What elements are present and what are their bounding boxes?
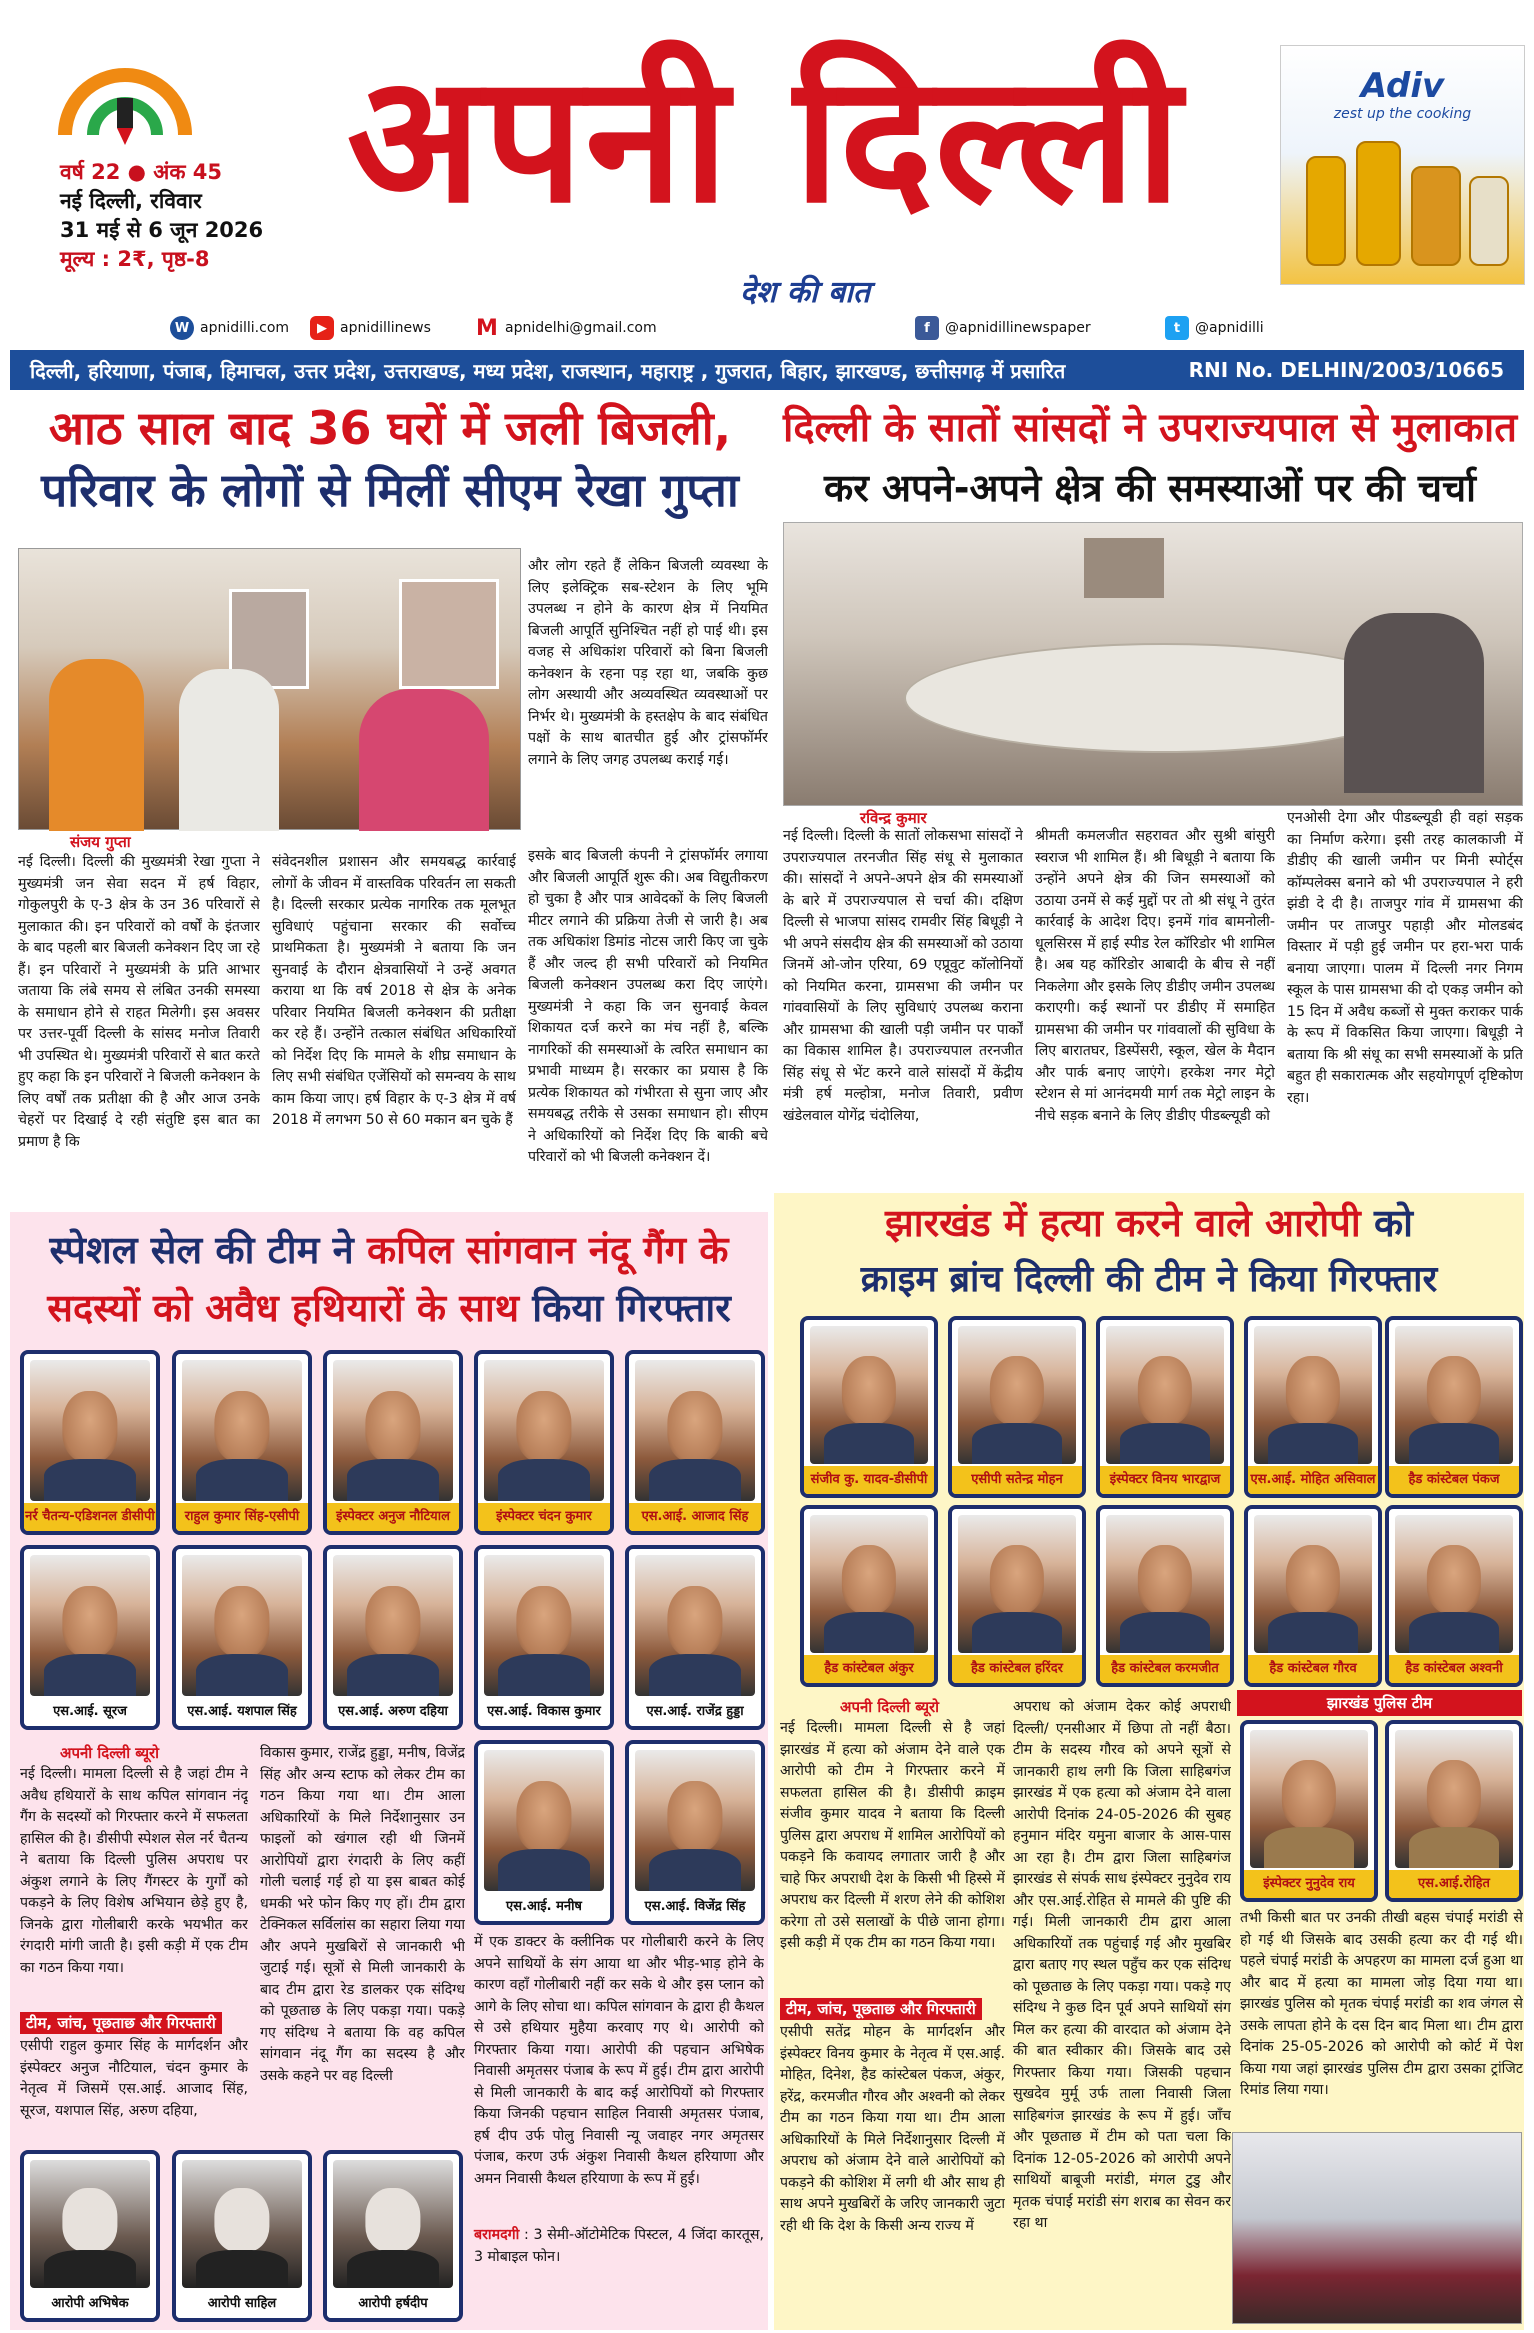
officer-card bbox=[625, 1740, 765, 1925]
officer-name: एस.आई. विकास कुमार bbox=[478, 1698, 610, 1726]
story1-column-c-top: और लोग रहते हैं लेकिन बिजली व्यवस्था के लिए इलेक्ट्रिक सब-स्टेशन के लिए भूमि उपलब्ध न होने के कारण क्षेत्र में नियमित बिजली आपूर्ति सुनिश्चित नहीं हो पाई थी। इस वजह से अधिकांश परिवारों को बिना बिजली कनेक्शन के रहना पड़ रहा था, जबकि कुछ लोग अस्थायी और अव्यवस्थित व्यवस्थाओं पर निर्भर थे। मुख्यमंत्री के हस्तक्षेप के बाद संबंधित पक्षों के साथ बातचीत हुई और ट्रांसफॉर्मर लगाने के लिए जगह उपलब्ध कराई गई। bbox=[528, 558, 768, 768]
story2-column-b: श्रीमती कमलजीत सहरावत और सुश्री बांसुरी स्वराज भी शामिल हैं। श्री बिधूड़ी ने बताया कि उन्होंने अपने क्षेत्र की जिन समस्याओं को उठाया उनमें से कई मुद्दों पर तो श्री संधू ने तुरंत कार्रवाई के आदेश दिए। इनमें गांव बामनोली-धूलसिरस में हाई स्पीड रेल कॉरिडोर भी शामिल है। अब यह कॉरिडोर आबादी के बीच से नहीं निकलेगा और इसके लिए डीडीए जमीन उपलब्ध कराएगी। कई स्थानों पर डीडीए में समाहित ग्रामसभा की जमीन पर गांववालों की सुविधा के लिए बारातघर, डिस्पेंसरी, स्कूल, खेल के मैदान और पार्क बनाए जाएंगे। हरकेश नगर मेट्रो स्टेशन से मां आनंदमयी मार्ग तक मेट्रो लाइन के नीचे सड़क बनाने के लिए डीडीए पीडब्ल्यूडी को bbox=[1035, 828, 1275, 1124]
twitter-icon: t bbox=[1165, 316, 1189, 340]
officer-card bbox=[172, 1350, 312, 1535]
email-link[interactable] bbox=[475, 313, 657, 343]
officer-name: हैड कांस्टेबल गौरव bbox=[1248, 1655, 1378, 1683]
edition-place-day: नई दिल्ली, रविवार bbox=[60, 189, 202, 213]
ad-brand: Adiv bbox=[1360, 66, 1445, 106]
officer-name: हैड कांस्टेबल अंकुर bbox=[804, 1655, 934, 1683]
oil-bottle-icon bbox=[1306, 156, 1346, 266]
wall-logo bbox=[1084, 538, 1164, 598]
story3-column-a2: एसीपी राहुल कुमार सिंह के मार्गदर्शन और इंस्पेक्टर अनुज नौटियाल, चंदन कुमार के नेतृत्व में जिसमें एस.आई. आजाद सिंह, सूरज, यशपाल सिंह, अरुण दहिया, bbox=[20, 2038, 248, 2119]
headline-part: सदस्यों को अवैध हथियारों के साथ bbox=[47, 1286, 520, 1330]
story4-headline-line1 bbox=[778, 1195, 1520, 1251]
officer-name: एस.आई. विजेंद्र सिंह bbox=[629, 1893, 761, 1921]
officer-name: इंस्पेक्टर चंदन कुमार bbox=[478, 1503, 610, 1531]
jharkhand-team-label: झारखंड पुलिस टीम bbox=[1237, 1690, 1522, 1716]
officer-name: इंस्पेक्टर अनुज नौटियाल bbox=[327, 1503, 459, 1531]
officer-name: नर्र चैतन्य-एडिशनल डीसीपी bbox=[24, 1503, 156, 1531]
story2-column-c: एनओसी देगा और पीडब्ल्यूडी ही वहां सड़क का निर्माण करेगा। इसी तरह कालकाजी में डीडीए की खाली जमीन पर मिनी स्पोर्ट्स कॉम्पलेक्स बनाने को भी उपराज्यपाल ने हरी झंडी दे दी है। ताजपुर गांव में ग्रामसभा की जमीन पर ताजपुर पहाड़ी और मोलडबंद विस्तार में पड़ी हुई जमीन पर हरा-भरा पार्क बनाया जाएगा। पालम में दिल्ली नगर निगम स्कूल के पास ग्रामसभा की दो एकड़ जमीन को 15 दिन में अवैध कब्जों से मुक्त कराकर पार्क के रूप में विकसित किया जाएगा। बिधूड़ी ने बताया कि श्री संधू का सभी समस्याओं के प्रति बहुत ही सकारात्मक और सहयोगपूर्ण दृष्टिकोण रहा। bbox=[1287, 810, 1523, 1106]
story4-column-a: नई दिल्ली। मामला दिल्ली से है जहां झारखंड में हत्या को अंजाम देने वाले एक आरोपी को टीम ने गिरफ्तार करने में सफलता हासिल की है। डीसीपी क्राइम संजीव कुमार यादव ने बताया कि दिल्ली पुलिस द्वारा अपराध में शामिल आरोपियों को पकड़ने कि कवायद लगातार जारी है और चाहे फिर अपराधी देश के किसी भी हिस्से में अपराध कर दिल्ली में शरण लेने की कोशिश करेगा तो उसे सलाखों के पीछे जाना होगा। इसी कड़ी में एक टीम का गठन किया गया। bbox=[780, 1720, 1005, 1951]
story4-byline: अपनी दिल्ली ब्यूरो bbox=[840, 1698, 940, 1716]
circulation-states: दिल्ली, हरियाणा, पंजाब, हिमाचल, उत्तर प्रदेश, उत्तराखण्ड, मध्य प्रदेश, राजस्थान, महाराष्ट्र , गुजरात, बिहार, झारखण्ड, छत्तीसगढ़ में प्रसारित bbox=[30, 358, 1066, 383]
youtube-label: apnidillinews bbox=[340, 320, 431, 336]
issue-info bbox=[60, 158, 280, 274]
officer-card bbox=[323, 1545, 463, 1730]
rni-number: RNI No. DELHIN/2003/10665 bbox=[1188, 358, 1504, 382]
officer-card bbox=[474, 1545, 614, 1730]
officer-card bbox=[1385, 1505, 1523, 1687]
officer-name: इंस्पेक्टर विनय भारद्वाज bbox=[1100, 1466, 1230, 1494]
story1-column-a: नई दिल्ली। दिल्ली की मुख्यमंत्री रेखा गुप्ता ने मुख्यमंत्री जन सेवा सदन में हर्ष विहार, गोकुलपुरी के ए-3 क्षेत्र के उन 36 परिवारों से मुलाकात की। इन परिवारों को वर्षों के इंतजार के बाद पहली बार बिजली कनेक्शन दिए जा रहे हैं। इन परिवारों ने मुख्यमंत्री के प्रति आभार जताया कि लंबे समय से लंबित उनकी समस्या के समाधान होने से राहत मिलेगी। इस अवसर पर उत्तर-पूर्वी दिल्ली के सांसद मनोज तिवारी भी उपस्थित थे। मुख्यमंत्री परिवारों से बात करते हुए कहा कि इन परिवारों ने बिजली कनेक्शन के लिए वर्षों तक प्रतीक्षा की है और आज उनके चेहरों पर दिखाई दे रही संतुष्टि इस बात का प्रमाण है कि bbox=[18, 854, 260, 1150]
social-links bbox=[0, 313, 1534, 343]
story3-column-c: में एक डाक्टर के क्लीनिक पर गोलीबारी करने के लिए अपने साथियों के संग आया था और भीड़-भाड़ होने के कारण वहाँ गोलीबारी नहीं कर सके थे और इस प्लान को आगे के लिए सोचा था। कपिल सांगवान के द्वारा ही कैथल से उसे हथियार मुहैया करवाए गए थे। आरोपी को गिरफ्तार किया गया। आरोपी की पहचान अभिषेक निवासी अमृतसर पंजाब के रूप में हुई। टीम द्वारा आरोपी से मिली जानकारी के बाद कई आरोपियों को गिरफ्तार किया जिनकी पहचान साहिल निवासी अमृतसर पंजाब, हर्ष दीप उर्फ पोलु निवासी न्यू जवाहर नगर अमृतसर पंजाब, करण उर्फ अंकुश निवासी कैथल हरियाणा और अमन निवासी कैथल हरियाणा के रूप में हुई। bbox=[474, 1934, 764, 2187]
officer-name: एस.आई. मनीष bbox=[478, 1893, 610, 1921]
story4-headline-line2: क्राइम ब्रांच दिल्ली की टीम ने किया गिरफ्तार bbox=[860, 1259, 1438, 1300]
officer-card bbox=[948, 1316, 1086, 1498]
officer-name: एस.आई.रोहित bbox=[1389, 1870, 1519, 1898]
circulation-bar bbox=[10, 350, 1524, 390]
tagline: देश की बात bbox=[740, 275, 871, 310]
officer-card bbox=[800, 1505, 938, 1687]
officer-name: एस.आई. आजाद सिंह bbox=[629, 1503, 761, 1531]
advertisement[interactable] bbox=[1280, 45, 1525, 285]
headline-part: किया गिरफ्तार bbox=[532, 1286, 731, 1330]
globe-icon: W bbox=[170, 316, 194, 340]
officer-card bbox=[625, 1350, 765, 1535]
officer-name: हैड कांस्टेबल हरिंदर bbox=[952, 1655, 1082, 1683]
person-figure bbox=[179, 669, 279, 831]
story2-column-a: नई दिल्ली। दिल्ली के सातों लोकसभा सांसदों ने उपराज्यपाल तरनजीत सिंह संधू से मुलाकात की। सांसदों ने अपने-अपने क्षेत्र की समस्याओं के बारे में उपराज्यपाल से चर्चा की। दक्षिण दिल्ली से भाजपा सांसद रामवीर सिंह बिधूड़ी ने भी अपने संसदीय क्षेत्र की समस्याओं को उठाया जिनमें ओ-जोन एरिया, 69 एप्रूवुट कॉलोनियों को नियमित करना, ग्रामसभा की जमीन पर गांववासियों के लिए सुविधाएं उपलब्ध कराना और ग्रामसभा की खाली पड़ी जमीन पर पार्कों का विकास शामिल है। उपराज्यपाल तरनजीत सिंह संधू से भेंट करने वाले सांसदों में केंद्रीय मंत्री हर्ष मल्होत्रा, मनोज तिवारी, प्रवीण खंडेलवाल योगेंद्र चंदोलिया, bbox=[783, 828, 1023, 1124]
headline-part: स्पेशल सेल की टीम ने bbox=[49, 1228, 354, 1272]
story1-column-b: संवेदनशील प्रशासन और समयबद्ध कार्रवाई लोगों के जीवन में वास्तविक परिवर्तन ला सकती है। दिल्ली सरकार प्रत्येक नागरिक तक मूलभूत सुविधाएं पहुंचाना सरकार की सर्वोच्च प्राथमिकता है। मुख्यमंत्री ने बताया कि जन सुनवाई के दौरान क्षेत्रवासियों ने उन्हें अवगत कराया था कि वर्ष 2018 से क्षेत्र के अनेक परिवार नियमित बिजली कनेक्शन की प्रतीक्षा कर रहे हैं। उन्होंने तत्काल संबंधित अधिकारियों को निर्देश दिए कि मामले के शीघ्र समाधान के लिए सभी संबंधित एजेंसियों को समन्वय के साथ काम किया जाए। हर्ष विहार के ए-3 क्षेत्र में वर्ष 2018 में लगभग 50 से 60 मकान बन चुके हैं bbox=[272, 854, 516, 1128]
story4-subhead: टीम, जांच, पूछताछ और गिरफ्तारी bbox=[780, 1998, 982, 2020]
story4-column-c: तभी किसी बात पर उनकी तीखी बहस चंपाई मरांडी से हो गई थी जिसके बाद उसकी हत्या कर दी गई थी। पहले चंपाई मरांडी के अपहरण का मामला दर्ज हुआ था और बाद में हत्या का मामला जोड़ दिया गया था। झारखंड पुलिस को मृतक चंपाई मरांडी का शव जंगल से उसके लापता होने के दस दिन बाद मिला था। टीम द्वारा दिनांक 25-05-2026 को आरोपी को कोर्ट में पेश किया गया जहां झारखंड पुलिस टीम द्वारा उसका ट्रांजिट रिमांड लिया गया। bbox=[1240, 1910, 1523, 2098]
facebook-label: @apnidillinewspaper bbox=[945, 320, 1091, 336]
officer-card bbox=[625, 1545, 765, 1730]
facebook-icon: f bbox=[915, 316, 939, 340]
email-label: apnidelhi@gmail.com bbox=[505, 320, 657, 336]
twitter-label: @apnidilli bbox=[1195, 320, 1264, 336]
facebook-link[interactable] bbox=[915, 313, 1091, 343]
ad-slogan: zest up the cooking bbox=[1333, 106, 1472, 122]
officer-card bbox=[948, 1505, 1086, 1687]
accused-card bbox=[20, 2150, 160, 2322]
story3-column-a: नई दिल्ली। मामला दिल्ली से है जहां टीम ने अवैध हथियारों के साथ कपिल सांगवान नंदू गैंग के सदस्यों को गिरफ्तार करने में सफलता हासिल की है। डीसीपी स्पेशल सेल नर्र चैतन्य ने बताया कि दिल्ली पुलिस अपराध पर अंकुश लगाने के लिए गैंगस्टर के गुर्गों को पकड़ने के लिए विशेष अभियान छेड़े हुए है, जिनके द्वारा गोलीबारी करके भयभीत कर रंगदारी मांगी जाती है। इसी कड़ी में एक टीम का गठन किया गया। bbox=[20, 1766, 248, 1976]
officer-name: एस.आई. सूरज bbox=[24, 1698, 156, 1726]
officer-name: एस.आई. मोहित असिवाल bbox=[1248, 1466, 1378, 1494]
story1-headline-line1: आठ साल बाद 36 घरों में जली बिजली, bbox=[48, 401, 732, 455]
officer-card bbox=[1244, 1316, 1382, 1498]
story1-column-c-bottom: इसके बाद बिजली कंपनी ने ट्रांसफॉर्मर लगाया और बिजली आपूर्ति शुरू की। अब विद्युतीकरण हो चुका है और पात्र आवेदकों के लिए बिजली मीटर लगाने की प्रक्रिया तेजी से जारी है। अब तक अधिकांश डिमांड नोटस जारी किए जा चुके हैं और जल्द ही सभी परिवारों को नियमित बिजली कनेक्शन उपलब्ध करा दिए जाएंगे। मुख्यमंत्री ने कहा कि जन सुनवाई केवल शिकायत दर्ज करने का मंच नहीं है, बल्कि नागरिकों की समस्याओं के त्वरित समाधान का प्रभावी माध्यम है। सरकार का प्रयास है कि प्रत्येक शिकायत को गंभीरता से सुना जाए और समयबद्ध तरीके से उसका समाधान हो। सीएम ने अधिकारियों को निर्देश दिए कि बाकी बचे परिवारों को भी बिजली कनेक्शन दें। bbox=[528, 848, 768, 1165]
officer-name: एसीपी सतेन्द्र मोहन bbox=[952, 1466, 1082, 1494]
recovery-text: : 3 सेमी-ऑटोमेटिक पिस्टल, 4 जिंदा कारतूस, 3 मोबाइल फोन। bbox=[474, 2227, 764, 2265]
story3-column-b: विकास कुमार, राजेंद्र हुड्डा, मनीष, विजेंद्र सिंह और अन्य स्टाफ को लेकर टीम का गठन किया गया था। टीम आला अधिकारियों के मिले निर्देशानुसार उन फाइलों को खंगाल रही थी जिनमें आरोपियों द्वारा रंगदारी के लिए कहीं गोली चलाई गई हो या इस बाबत कोई धमकी भरे फोन किए गए हों। टीम द्वारा टेक्निकल सर्विलांस का सहारा लिया गया और अपने मुखबिरों से जानकारी भी जुटाई गई। सूत्रों से मिली जानकारी के बाद टीम द्वारा रेड डालकर एक संदिग्ध को पूछताछ के लिए पकड़ा गया। पकड़े गए संदिग्ध ने बताया कि वह कपिल सांगवान नंदू गैंग का सदस्य है और उसके कहने पर वह दिल्ली bbox=[260, 1745, 465, 2084]
officer-card bbox=[800, 1316, 938, 1498]
story4-column-b: अपराध को अंजाम देकर कोई अपराधी दिल्ली/ एनसीआर में छिपा तो नहीं बैठा। टीम के सदस्य गौरव को अपने सूत्रों से जानकारी हाथ लगी कि जिला साहिबगंज झारखंड में एक हत्या को अंजाम देने वाला आरोपी दिनांक 24-05-2026 की सुबह हनुमान मंदिर यमुना बाजार के आस-पास आ रहा है। टीम द्वारा जिला साहिबगंज झारखंड से संपर्क साध इंस्पेक्टर नुनुदेव राय और एस.आई.रोहित से मामले की पुष्टि की गई। मिली जानकारी टीम द्वारा आला अधिकारियों तक पहुंचाई गई और मुखबिर द्वारा बताए गए स्थल पहुँच कर एक संदिग्ध को पूछताछ के लिए पकड़ा गया। पकड़े गए संदिग्ध ने कुछ दिन पूर्व अपने साथियों संग मिल कर हत्या की वारदात को अंजाम देने की बात स्वीकार की। जिसके बाद उसे गिरफ्तार किया गया। जिसकी पहचान सुखदेव मुर्मू उर्फ ताला निवासी जिला साहिबगंज झारखंड के रूप में हुई। जाँच और पूछताछ में टीम को पता चला कि दिनांक 12-05-2026 को आरोपी अपने साथियों बाबूजी मरांडी, मंगल टुडु और मृतक चंपाई मरांडी संग शराब का सेवन कर रहा था bbox=[1013, 1699, 1231, 2231]
twitter-link[interactable] bbox=[1165, 313, 1264, 343]
officer-card bbox=[1244, 1505, 1382, 1687]
story3-byline: अपनी दिल्ली ब्यूरो bbox=[60, 1744, 160, 1762]
lg-meeting-photo bbox=[783, 522, 1523, 806]
story2-headline-line1: दिल्ली के सातों सांसदों ने उपराज्यपाल से मुलाकात bbox=[782, 405, 1518, 451]
price-pages: मूल्य : 2₹, पृष्ठ-8 bbox=[60, 247, 210, 271]
website-link[interactable] bbox=[170, 313, 289, 343]
arrest-group-photo bbox=[1232, 2132, 1522, 2324]
oil-pouch-icon bbox=[1469, 176, 1509, 266]
headline-part: को bbox=[1373, 1201, 1413, 1245]
person-figure bbox=[359, 689, 489, 831]
youtube-icon: ▶ bbox=[310, 316, 334, 340]
accused-card bbox=[323, 2150, 463, 2322]
newspaper-emblem-icon bbox=[55, 40, 195, 160]
story2-headline-line2: कर अपने-अपने क्षेत्र की समस्याओं पर की चर्चा bbox=[824, 466, 1476, 510]
officer-card bbox=[20, 1545, 160, 1730]
headline-part: कपिल सांगवान नंदू गैंग के bbox=[366, 1228, 729, 1272]
volume-issue: वर्ष 22 ● अंक 45 bbox=[60, 160, 223, 184]
website-label: apnidilli.com bbox=[200, 320, 290, 336]
story4-column-a2: एसीपी सतेंद्र मोहन के मार्गदर्शन और इंस्पेक्टर विनय कुमार के नेतृत्व में एस.आई. मोहित, दिनेश, हैड कांस्टेबल पंकज, अंकुर, हरेंद्र, करमजीत गौरव और अश्वनी को लेकर टीम का गठन किया गया था। टीम आला अधिकारियों के मिले निर्देशानुसार दिल्ली में अपराध को अंजाम देने वाले आरोपियों को पकड़ने की कोशिश में लगी थी और साथ ही साथ अपने मुखबिरों के जरिए जानकारी जुटा रही थी कि देश के किसी अन्य राज्य में bbox=[780, 2024, 1005, 2234]
officer-card bbox=[1385, 1316, 1523, 1498]
newspaper-title: अपनी दिल्ली bbox=[346, 37, 1184, 242]
mail-icon: M bbox=[476, 315, 498, 341]
officer-card bbox=[1096, 1505, 1234, 1687]
officer-card bbox=[474, 1350, 614, 1535]
officer-name: संजीव कु. यादव-डीसीपी bbox=[804, 1466, 934, 1494]
portrait-frame bbox=[399, 579, 499, 689]
story1-byline: संजय गुप्ता bbox=[70, 833, 131, 851]
story3-headline-line2 bbox=[14, 1280, 764, 1336]
officer-card bbox=[1240, 1720, 1378, 1902]
edition-dates: 31 मई से 6 जून 2026 bbox=[60, 218, 264, 242]
cm-meeting-photo bbox=[18, 548, 521, 830]
officer-card bbox=[474, 1740, 614, 1925]
officer-card bbox=[172, 1545, 312, 1730]
officer-name: इंस्पेक्टर नुनुदेव राय bbox=[1244, 1870, 1374, 1898]
headline-part: झारखंड में हत्या करने वाले आरोपी bbox=[885, 1201, 1361, 1245]
masthead bbox=[0, 0, 1534, 310]
recovery-label: बरामदगी bbox=[474, 2227, 520, 2243]
officer-card bbox=[20, 1350, 160, 1535]
officer-name: हैड कांस्टेबल करमजीत bbox=[1100, 1655, 1230, 1683]
story3-headline-line1 bbox=[14, 1222, 764, 1278]
story1-headline-line2: परिवार के लोगों से मिलीं सीएम रेखा गुप्ता bbox=[41, 463, 739, 517]
accused-name: आरोपी हर्षदीप bbox=[327, 2290, 459, 2318]
accused-name: आरोपी साहिल bbox=[176, 2290, 308, 2318]
accused-name: आरोपी अभिषेक bbox=[24, 2290, 156, 2318]
officer-card bbox=[323, 1350, 463, 1535]
officer-name: एस.आई. राजेंद्र हुड्डा bbox=[629, 1698, 761, 1726]
story3-subhead: टीम, जांच, पूछताछ और गिरफ्तारी bbox=[20, 2012, 222, 2034]
oil-bottle-icon bbox=[1356, 141, 1401, 266]
youtube-link[interactable] bbox=[310, 313, 431, 343]
officer-name: एस.आई. अरुण दहिया bbox=[327, 1698, 459, 1726]
person-figure bbox=[1344, 613, 1484, 793]
accused-card bbox=[172, 2150, 312, 2322]
person-figure bbox=[49, 659, 144, 831]
story3-recovery bbox=[474, 2225, 764, 2268]
officer-name: राहुल कुमार सिंह-एसीपी bbox=[176, 1503, 308, 1531]
officer-card bbox=[1385, 1720, 1523, 1902]
officer-name: हैड कांस्टेबल अश्वनी bbox=[1389, 1655, 1519, 1683]
oil-tin-icon bbox=[1411, 166, 1461, 266]
story2-byline: रविन्द्र कुमार bbox=[860, 809, 927, 827]
officer-name: एस.आई. यशपाल सिंह bbox=[176, 1698, 308, 1726]
officer-name: हैड कांस्टेबल पंकज bbox=[1389, 1466, 1519, 1494]
officer-card bbox=[1096, 1316, 1234, 1498]
